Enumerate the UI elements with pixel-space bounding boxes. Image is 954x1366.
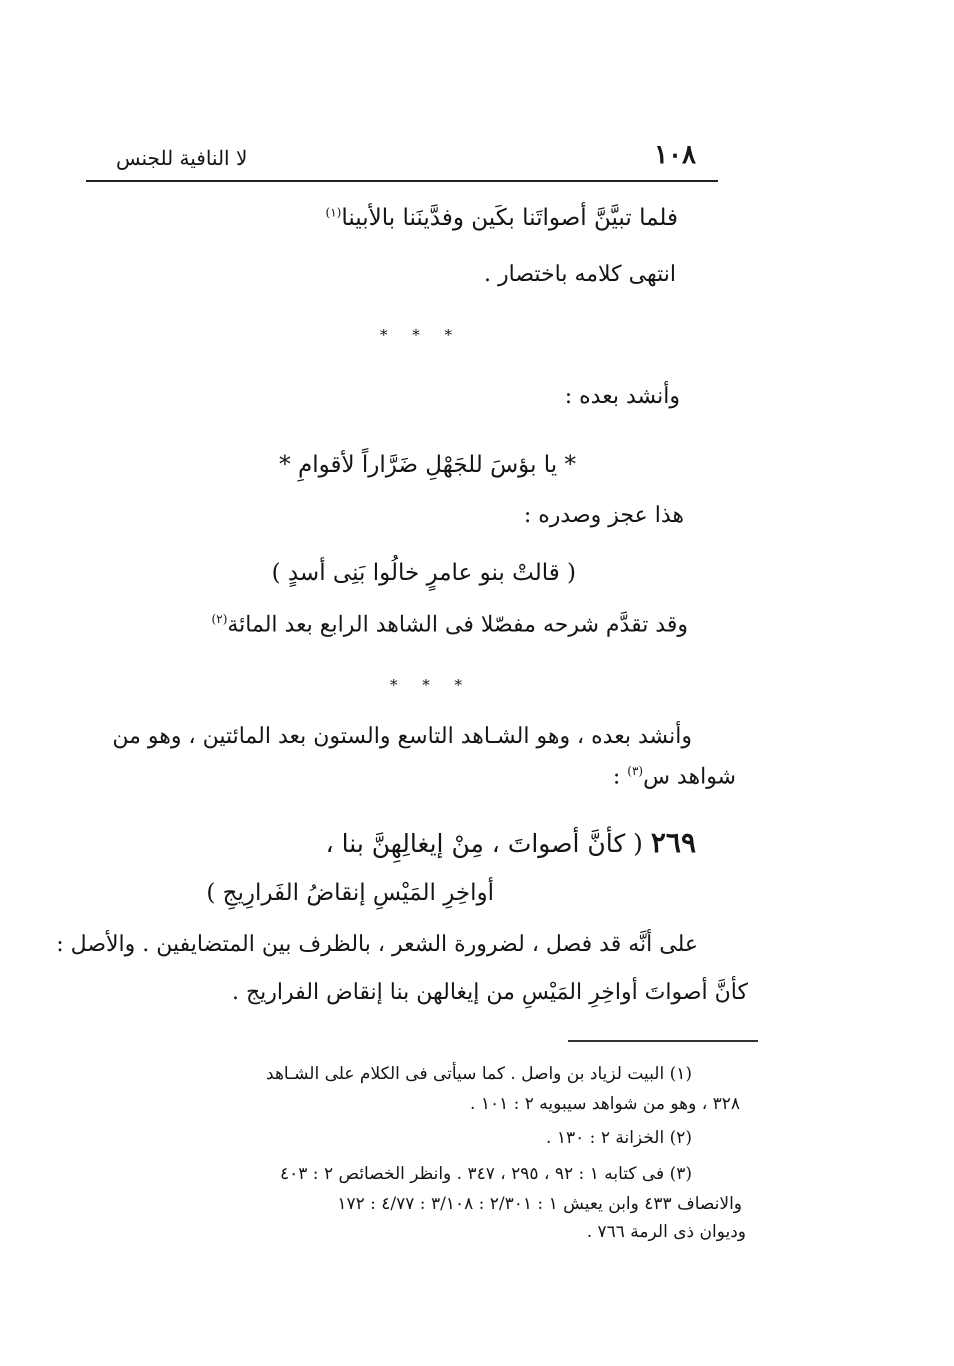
section-separator-2: * * * <box>390 676 473 694</box>
half-verse: * يا بؤسَ للجَهْلِ ضَرَّاراً لأقوامِ * <box>279 452 576 478</box>
note-1: هذا عجز وصدره : <box>523 503 684 528</box>
witness-line-2: أواخِرِ المَيْسِ إنقاضُ الفَرارِيجِ ) <box>206 880 494 906</box>
intro-2b-end: : <box>612 764 628 790</box>
intro-1: وأنشد بعده : <box>564 384 680 409</box>
intro-2b-text: شواهد س <box>643 764 736 790</box>
running-title: لا النافية للجنس <box>116 146 248 170</box>
explanation-2: كأنَّ أصواتَ أواخِرِ المَيْسِ من إيغالهن بنا إنقاض الفراريج . <box>231 980 748 1005</box>
note-2-text: وقد تقدَّم شرحه مفصّلا فى الشاهد الرابع بعد المائة <box>227 612 688 638</box>
footnote-ref-1: (١) <box>325 205 342 220</box>
intro-2-continued <box>613 764 736 789</box>
header-rule <box>86 180 718 182</box>
footnote-ref-3: (٣) <box>627 764 644 778</box>
verse-text: فلما تبيَّنَّ أصواتَنا بكَين وفدَّينَنا بالأبينا <box>341 205 678 231</box>
first-half-verse: ( قالتْ بنو عامرٍ خالُوا بَنِى أسدٍ ) <box>271 560 576 586</box>
footnote-3-line-1: (٣) فى كتابه ١ : ٩٢ ، ٢٩٥ ، ٣٤٧ . وانظر الخصائص ٢ : ٤٠٣ <box>280 1164 692 1184</box>
footnote-1-line-2: ٣٢٨ ، وهو من شواهد سيبويه ٢ : ١٠١ . <box>470 1094 740 1114</box>
note-2 <box>212 612 688 637</box>
intro-2: وأنشد بعده ، وهو الشـاهد التاسع والستون بعد المائتين ، وهو من <box>112 724 692 749</box>
explanation-1: على أنَّه قد فصل ، لضرورة الشعر ، بالظرف بين المتضايفين . والأصل : <box>56 932 698 957</box>
footnote-2: (٢) الخزانة ٢ : ١٣٠ . <box>546 1128 692 1148</box>
witness-line-1 <box>326 826 696 859</box>
witness-number: ٢٦٩ <box>650 826 696 859</box>
footnote-3-line-2: والانصاف ٤٣٣ وابن يعيش ١ : ٢/٣٠١ : ٣/١٠٨ : ٤/٧٧ : ١٧٢ <box>337 1194 742 1214</box>
page-number: ١٠٨ <box>654 140 696 170</box>
footnote-1-line-1: (١) البيت لزياد بن واصل . كما سيأتى فى الكلام على الشـاهد <box>266 1064 692 1084</box>
section-separator: * * * <box>380 326 463 344</box>
footnote-3-line-3: وديوان ذى الرمة ٧٦٦ . <box>586 1222 746 1242</box>
footnote-ref-2: (٢) <box>211 612 228 626</box>
footnote-rule <box>568 1040 758 1042</box>
verse-line <box>326 205 678 231</box>
end-quote: انتهى كلامه باختصار . <box>484 262 676 287</box>
witness-text-1: ( كأنَّ أصواتَ ، مِنْ إيغالِهِنَّ بنا ، <box>325 829 643 858</box>
